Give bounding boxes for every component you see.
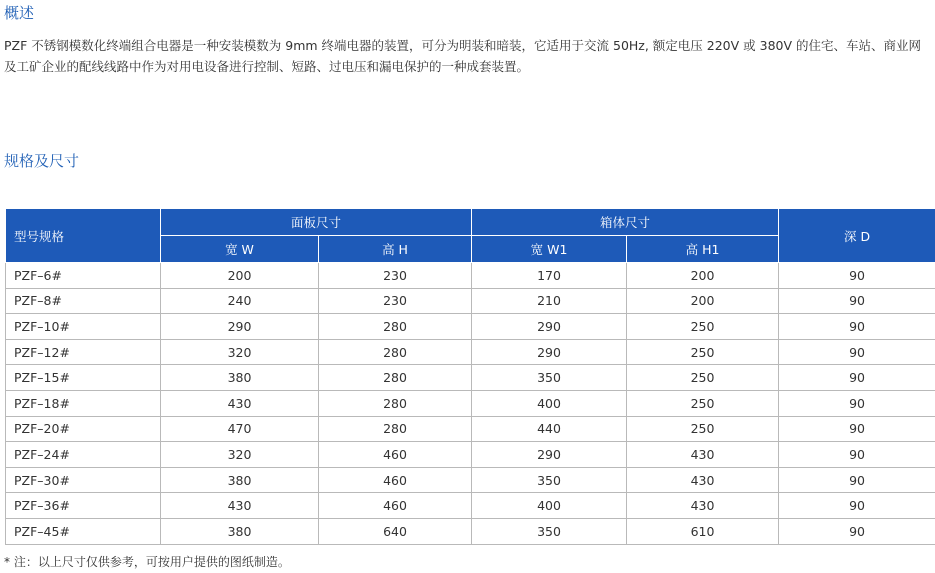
table-row bbox=[6, 314, 935, 340]
cell-panel-height: 460 bbox=[319, 493, 472, 519]
table-row bbox=[6, 288, 935, 314]
cell-panel-height: 280 bbox=[319, 390, 472, 416]
cell-box-width: 440 bbox=[472, 416, 627, 442]
cell-depth: 90 bbox=[779, 263, 935, 289]
cell-depth: 90 bbox=[779, 518, 935, 544]
cell-box-width: 350 bbox=[472, 467, 627, 493]
cell-panel-height: 460 bbox=[319, 467, 472, 493]
cell-model: PZF–36# bbox=[6, 493, 161, 519]
spec-table bbox=[5, 208, 935, 545]
cell-box-width: 290 bbox=[472, 314, 627, 340]
table-row bbox=[6, 390, 935, 416]
cell-box-height: 200 bbox=[627, 288, 779, 314]
cell-model: PZF–10# bbox=[6, 314, 161, 340]
header-depth: 深 D bbox=[779, 209, 935, 263]
cell-box-height: 430 bbox=[627, 467, 779, 493]
cell-box-height: 610 bbox=[627, 518, 779, 544]
cell-box-width: 350 bbox=[472, 365, 627, 391]
table-row bbox=[6, 518, 935, 544]
cell-panel-height: 280 bbox=[319, 314, 472, 340]
cell-box-height: 200 bbox=[627, 263, 779, 289]
table-row bbox=[6, 416, 935, 442]
header-panel-width: 宽 W bbox=[161, 236, 319, 263]
cell-panel-height: 280 bbox=[319, 416, 472, 442]
header-panel-height: 高 H bbox=[319, 236, 472, 263]
cell-model: PZF–20# bbox=[6, 416, 161, 442]
cell-panel-height: 280 bbox=[319, 339, 472, 365]
table-row bbox=[6, 263, 935, 289]
cell-panel-width: 430 bbox=[161, 493, 319, 519]
cell-box-height: 250 bbox=[627, 314, 779, 340]
cell-box-width: 290 bbox=[472, 339, 627, 365]
cell-box-height: 250 bbox=[627, 365, 779, 391]
overview-title: 概述 bbox=[4, 4, 35, 22]
cell-model: PZF–30# bbox=[6, 467, 161, 493]
header-model: 型号规格 bbox=[6, 209, 161, 263]
footnote: * 注：以上尺寸仅供参考，可按用户提供的图纸制造。 bbox=[4, 555, 290, 569]
cell-panel-width: 380 bbox=[161, 365, 319, 391]
cell-depth: 90 bbox=[779, 365, 935, 391]
cell-panel-width: 380 bbox=[161, 518, 319, 544]
cell-panel-height: 230 bbox=[319, 288, 472, 314]
cell-box-height: 430 bbox=[627, 493, 779, 519]
cell-box-height: 250 bbox=[627, 416, 779, 442]
table-row bbox=[6, 467, 935, 493]
cell-model: PZF–8# bbox=[6, 288, 161, 314]
table-row bbox=[6, 493, 935, 519]
cell-depth: 90 bbox=[779, 339, 935, 365]
cell-box-width: 170 bbox=[472, 263, 627, 289]
header-box-width: 宽 W1 bbox=[472, 236, 627, 263]
cell-panel-width: 430 bbox=[161, 390, 319, 416]
cell-depth: 90 bbox=[779, 314, 935, 340]
cell-box-height: 250 bbox=[627, 390, 779, 416]
cell-panel-height: 640 bbox=[319, 518, 472, 544]
header-box: 箱体尺寸 bbox=[472, 209, 779, 236]
header-panel: 面板尺寸 bbox=[161, 209, 472, 236]
cell-depth: 90 bbox=[779, 467, 935, 493]
cell-panel-width: 320 bbox=[161, 339, 319, 365]
cell-depth: 90 bbox=[779, 390, 935, 416]
cell-box-height: 250 bbox=[627, 339, 779, 365]
cell-panel-width: 290 bbox=[161, 314, 319, 340]
cell-box-width: 350 bbox=[472, 518, 627, 544]
table-row bbox=[6, 365, 935, 391]
overview-text: PZF 不锈钢模数化终端组合电器是一种安装模数为 9mm 终端电器的装置，可分为明装和暗装，它适用于交流 50Hz, 额定电压 220V 或 380V 的住宅、车站、商业网及工矿企业的配线线路中作为对用电设备进行控制、短路、过电压和漏电保护的一种成套装置。 bbox=[4, 38, 922, 74]
cell-panel-width: 380 bbox=[161, 467, 319, 493]
cell-depth: 90 bbox=[779, 442, 935, 468]
table-row bbox=[6, 339, 935, 365]
cell-model: PZF–24# bbox=[6, 442, 161, 468]
cell-box-width: 400 bbox=[472, 390, 627, 416]
cell-panel-width: 200 bbox=[161, 263, 319, 289]
spec-title: 规格及尺寸 bbox=[4, 152, 80, 170]
header-box-height: 高 H1 bbox=[627, 236, 779, 263]
cell-box-width: 210 bbox=[472, 288, 627, 314]
cell-box-width: 290 bbox=[472, 442, 627, 468]
cell-box-height: 430 bbox=[627, 442, 779, 468]
cell-panel-width: 470 bbox=[161, 416, 319, 442]
cell-panel-width: 320 bbox=[161, 442, 319, 468]
cell-depth: 90 bbox=[779, 493, 935, 519]
table-row bbox=[6, 442, 935, 468]
cell-panel-height: 280 bbox=[319, 365, 472, 391]
cell-model: PZF–6# bbox=[6, 263, 161, 289]
cell-model: PZF–12# bbox=[6, 339, 161, 365]
cell-panel-height: 460 bbox=[319, 442, 472, 468]
cell-model: PZF–45# bbox=[6, 518, 161, 544]
cell-model: PZF–18# bbox=[6, 390, 161, 416]
cell-panel-height: 230 bbox=[319, 263, 472, 289]
cell-depth: 90 bbox=[779, 288, 935, 314]
cell-panel-width: 240 bbox=[161, 288, 319, 314]
cell-model: PZF–15# bbox=[6, 365, 161, 391]
cell-depth: 90 bbox=[779, 416, 935, 442]
cell-box-width: 400 bbox=[472, 493, 627, 519]
